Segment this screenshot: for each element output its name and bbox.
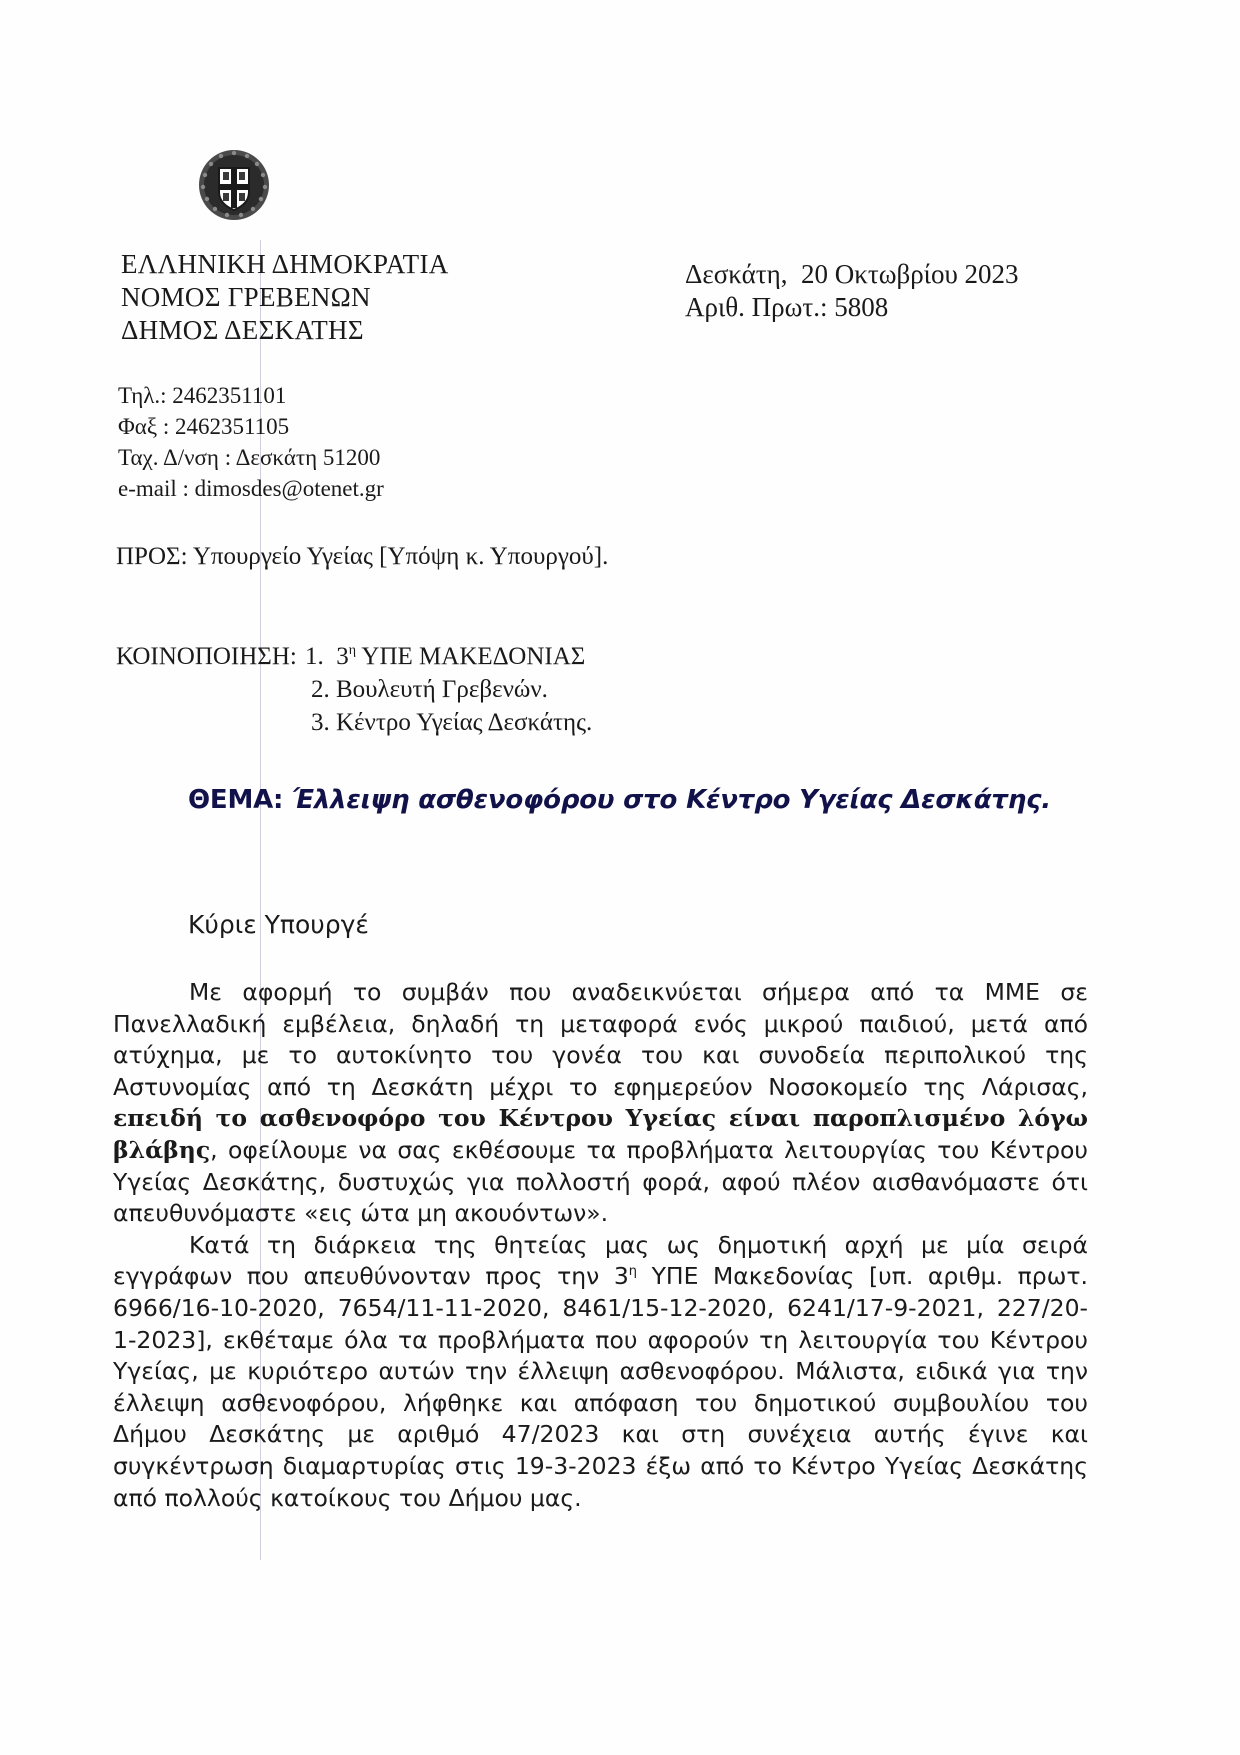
paragraph-2-superscript: η <box>628 1264 638 1280</box>
document-date: Δεσκάτη, 20 Οκτωβρίου 2023 <box>685 259 1019 289</box>
issuer-header <box>121 248 449 347</box>
recipient-line: ΠΡΟΣ: Υπουργείο Υγείας [Υπόψη κ. Υπουργού]. <box>116 543 609 570</box>
cc-item-1 <box>305 640 592 673</box>
cc-item-1-superscript: η <box>348 643 357 658</box>
protocol-number: Αριθ. Πρωτ.: 5808 <box>685 292 889 322</box>
paragraph-1-text-a: Με αφορμή το συμβάν που αναδεικνύεται σήμερα από τα ΜΜΕ σε Πανελλαδική εμβέλεια, δηλαδή τη μεταφορά ενός μικρού παιδιού, μετά από ατύχημα, με το αυτοκίνητο του γονέα του και συνοδεία περιπολικού της Αστυνομίας από τη Δεσκάτη μέχρι το εφημερεύον Νοσοκομείο της Λάρισας, <box>113 978 1088 1101</box>
contact-email: e-mail : dimosdes@otenet.gr <box>118 476 384 501</box>
cc-label: ΚΟΙΝΟΠΟΙΗΣΗ: <box>116 643 297 670</box>
cc-item-1-text: ΥΠΕ ΜΑΚΕΔΟΝΙΑΣ <box>356 643 586 670</box>
paragraph-2 <box>113 1230 1088 1514</box>
paragraph-1-bold-text: επειδή το ασθενοφόρο του Κέντρου Υγείας είναι παροπλισμένο λόγω βλάβης <box>113 1104 1088 1164</box>
cc-list <box>305 640 592 739</box>
paragraph-2-text-a: Κατά τη διάρκεια της θητείας μας ως δημοτική αρχή με μία σειρά εγγράφων που απευθύνονταν προς την 3 <box>113 1230 1088 1291</box>
contact-fax: Φαξ : 2462351105 <box>118 414 290 439</box>
paragraph-1 <box>113 977 1088 1230</box>
date-block <box>685 258 1019 324</box>
letter-body <box>113 977 1088 1514</box>
subject-line <box>188 785 1051 815</box>
contact-address: Ταχ. Δ/νση : Δεσκάτη 51200 <box>118 445 381 470</box>
contact-phone: Τηλ.: 2462351101 <box>118 383 287 408</box>
header-municipality: ΔΗΜΟΣ ΔΕΣΚΑΤΗΣ <box>121 315 364 345</box>
cc-item-1-number: 1. 3 <box>305 643 349 670</box>
salutation: Κύριε Υπουργέ <box>188 910 369 939</box>
contact-details <box>118 380 384 504</box>
header-prefecture: ΝΟΜΟΣ ΓΡΕΒΕΝΩΝ <box>121 282 371 312</box>
paragraph-2-text-b: ΥΠΕ Μακεδονίας [υπ. αριθμ. πρωτ. 6966/16-10-2020, 7654/11-11-2020, 8461/15-12-2020, 6241/17-9-2021, 227/20-1-2023], εκθέταμε όλα τα προβλήματα που αφορούν τη λειτουργία του Κέντρου Υγείας, με κυριότερο αυτών την έλλειψη ασθενοφόρου. Μάλιστα, ειδικά για την έλλειψη ασθενοφόρου, λήφθηκε και απόφαση του δημοτικού συμβουλίου του Δήμου Δεσκάτης με αριθμό 47/2023 και στη συνέχεια αυτής έγινε και συγκέντρωση διαμαρτυρίας στις 19-3-2023 έξω από το Κέντρο Υγείας Δεσκάτης από πολλούς κατοίκους του Δήμου μας. <box>113 1262 1088 1512</box>
paragraph-1-text-b: , οφείλουμε να σας εκθέσουμε τα προβλήματα λειτουργίας του Κέντρου Υγείας Δεσκάτης, δυστυχώς για πολλοστή φορά, αφού πλέον αισθανόμαστε ότι απευθυνόμαστε «εις ώτα μη ακουόντων». <box>113 1135 1088 1228</box>
greek-coat-of-arms-icon <box>197 148 271 222</box>
cc-item-2: 2. Βουλευτή Γρεβενών. <box>311 676 548 703</box>
cc-item-3: 3. Κέντρο Υγείας Δεσκάτης. <box>311 709 593 736</box>
header-country: ΕΛΛΗΝΙΚΗ ΔΗΜΟΚΡΑΤΙΑ <box>121 249 449 279</box>
subject-text: Έλλειψη ασθενοφόρου στο Κέντρο Υγείας Δεσκάτης. <box>292 785 1051 815</box>
subject-label: ΘΕΜΑ: <box>188 785 293 815</box>
